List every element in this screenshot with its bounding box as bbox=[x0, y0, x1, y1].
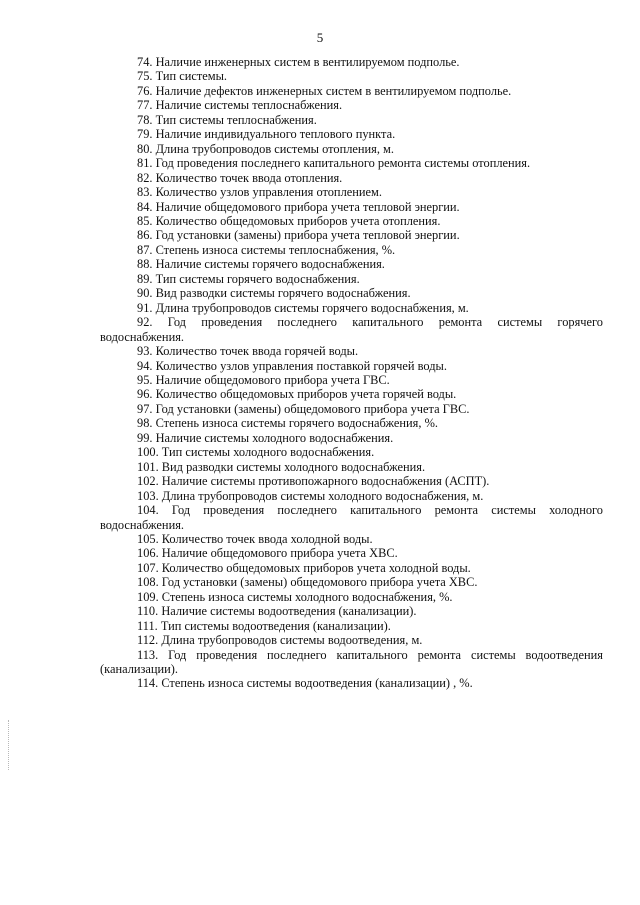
list-item: 86. Год установки (замены) прибора учета тепловой энергии. bbox=[137, 228, 460, 243]
list-item: 106. Наличие общедомового прибора учета ХВС. bbox=[137, 546, 398, 561]
list-item: 113. Год проведения последнего капитального ремонта системы водоотведения (канализации). bbox=[100, 647, 603, 677]
list-item: 92. Год проведения последнего капитального ремонта системы горячего водоснабжения. bbox=[100, 315, 603, 344]
list-item: 107. Количество общедомовых приборов учета холодной воды. bbox=[137, 560, 471, 575]
list-item: 100. Тип системы холодного водоснабжения. bbox=[137, 445, 375, 460]
list-item: 98. Степень износа системы горячего водоснабжения, %. bbox=[137, 416, 438, 431]
list-item: 96. Количество общедомовых приборов учета горячей воды. bbox=[137, 387, 457, 402]
list-item: 112. Длина трубопроводов системы водоотведения, м. bbox=[137, 633, 423, 648]
list-item: 110. Наличие системы водоотведения (канализации). bbox=[137, 604, 417, 619]
list-item: 99. Наличие системы холодного водоснабжения. bbox=[137, 430, 394, 445]
list-item: 79. Наличие индивидуального теплового пункта. bbox=[137, 127, 396, 142]
list-item: 83. Количество узлов управления отоплением. bbox=[137, 185, 382, 200]
list-item: 102. Наличие системы противопожарного водоснабжения (АСПТ). bbox=[137, 474, 490, 489]
list-item: 101. Вид разводки системы холодного водоснабжения. bbox=[137, 459, 426, 474]
list-item: 95. Наличие общедомового прибора учета ГВС. bbox=[137, 372, 390, 387]
list-item: 76. Наличие дефектов инженерных систем в вентилируемом подполье. bbox=[137, 83, 512, 98]
list-item: 108. Год установки (замены) общедомового прибора учета ХВС. bbox=[137, 575, 478, 590]
list-item: 104. Год проведения последнего капитального ремонта системы холодного водоснабжения. bbox=[100, 503, 603, 532]
list-item: 91. Длина трубопроводов системы горячего водоснабжения, м. bbox=[137, 300, 469, 315]
list-item: 77. Наличие системы теплоснабжения. bbox=[137, 98, 343, 113]
list-item: 84. Наличие общедомового прибора учета тепловой энергии. bbox=[137, 199, 460, 214]
list-item: 82. Количество точек ввода отопления. bbox=[137, 170, 343, 185]
page-number: 5 bbox=[316, 30, 324, 45]
list-item: 93. Количество точек ввода горячей воды. bbox=[137, 344, 359, 359]
list-item: 81. Год проведения последнего капитального ремонта системы отопления. bbox=[137, 156, 531, 171]
item-list bbox=[100, 55, 603, 691]
list-item: 109. Степень износа системы холодного водоснабжения, %. bbox=[137, 589, 453, 604]
scan-margin-mark bbox=[8, 720, 9, 770]
list-item: 87. Степень износа системы теплоснабжения, %. bbox=[137, 242, 396, 257]
list-item: 74. Наличие инженерных систем в вентилируемом подполье. bbox=[137, 55, 460, 69]
list-item: 75. Тип системы. bbox=[137, 69, 228, 84]
list-item: 97. Год установки (замены) общедомового прибора учета ГВС. bbox=[137, 401, 470, 416]
list-item: 85. Количество общедомовых приборов учета отопления. bbox=[137, 213, 441, 228]
list-item: 111. Тип системы водоотведения (канализации). bbox=[137, 618, 391, 633]
list-item: 94. Количество узлов управления поставкой горячей воды. bbox=[137, 358, 447, 373]
list-item: 78. Тип системы теплоснабжения. bbox=[137, 112, 317, 127]
list-item: 89. Тип системы горячего водоснабжения. bbox=[137, 271, 360, 286]
list-item: 105. Количество точек ввода холодной воды. bbox=[137, 531, 373, 546]
list-item: 90. Вид разводки системы горячего водоснабжения. bbox=[137, 286, 411, 301]
list-item: 88. Наличие системы горячего водоснабжения. bbox=[137, 257, 385, 272]
list-item: 103. Длина трубопроводов системы холодного водоснабжения, м. bbox=[137, 488, 484, 503]
list-item: 80. Длина трубопроводов системы отопления, м. bbox=[137, 141, 394, 156]
list-item: 114. Степень износа системы водоотведения (канализации) , %. bbox=[137, 676, 473, 691]
